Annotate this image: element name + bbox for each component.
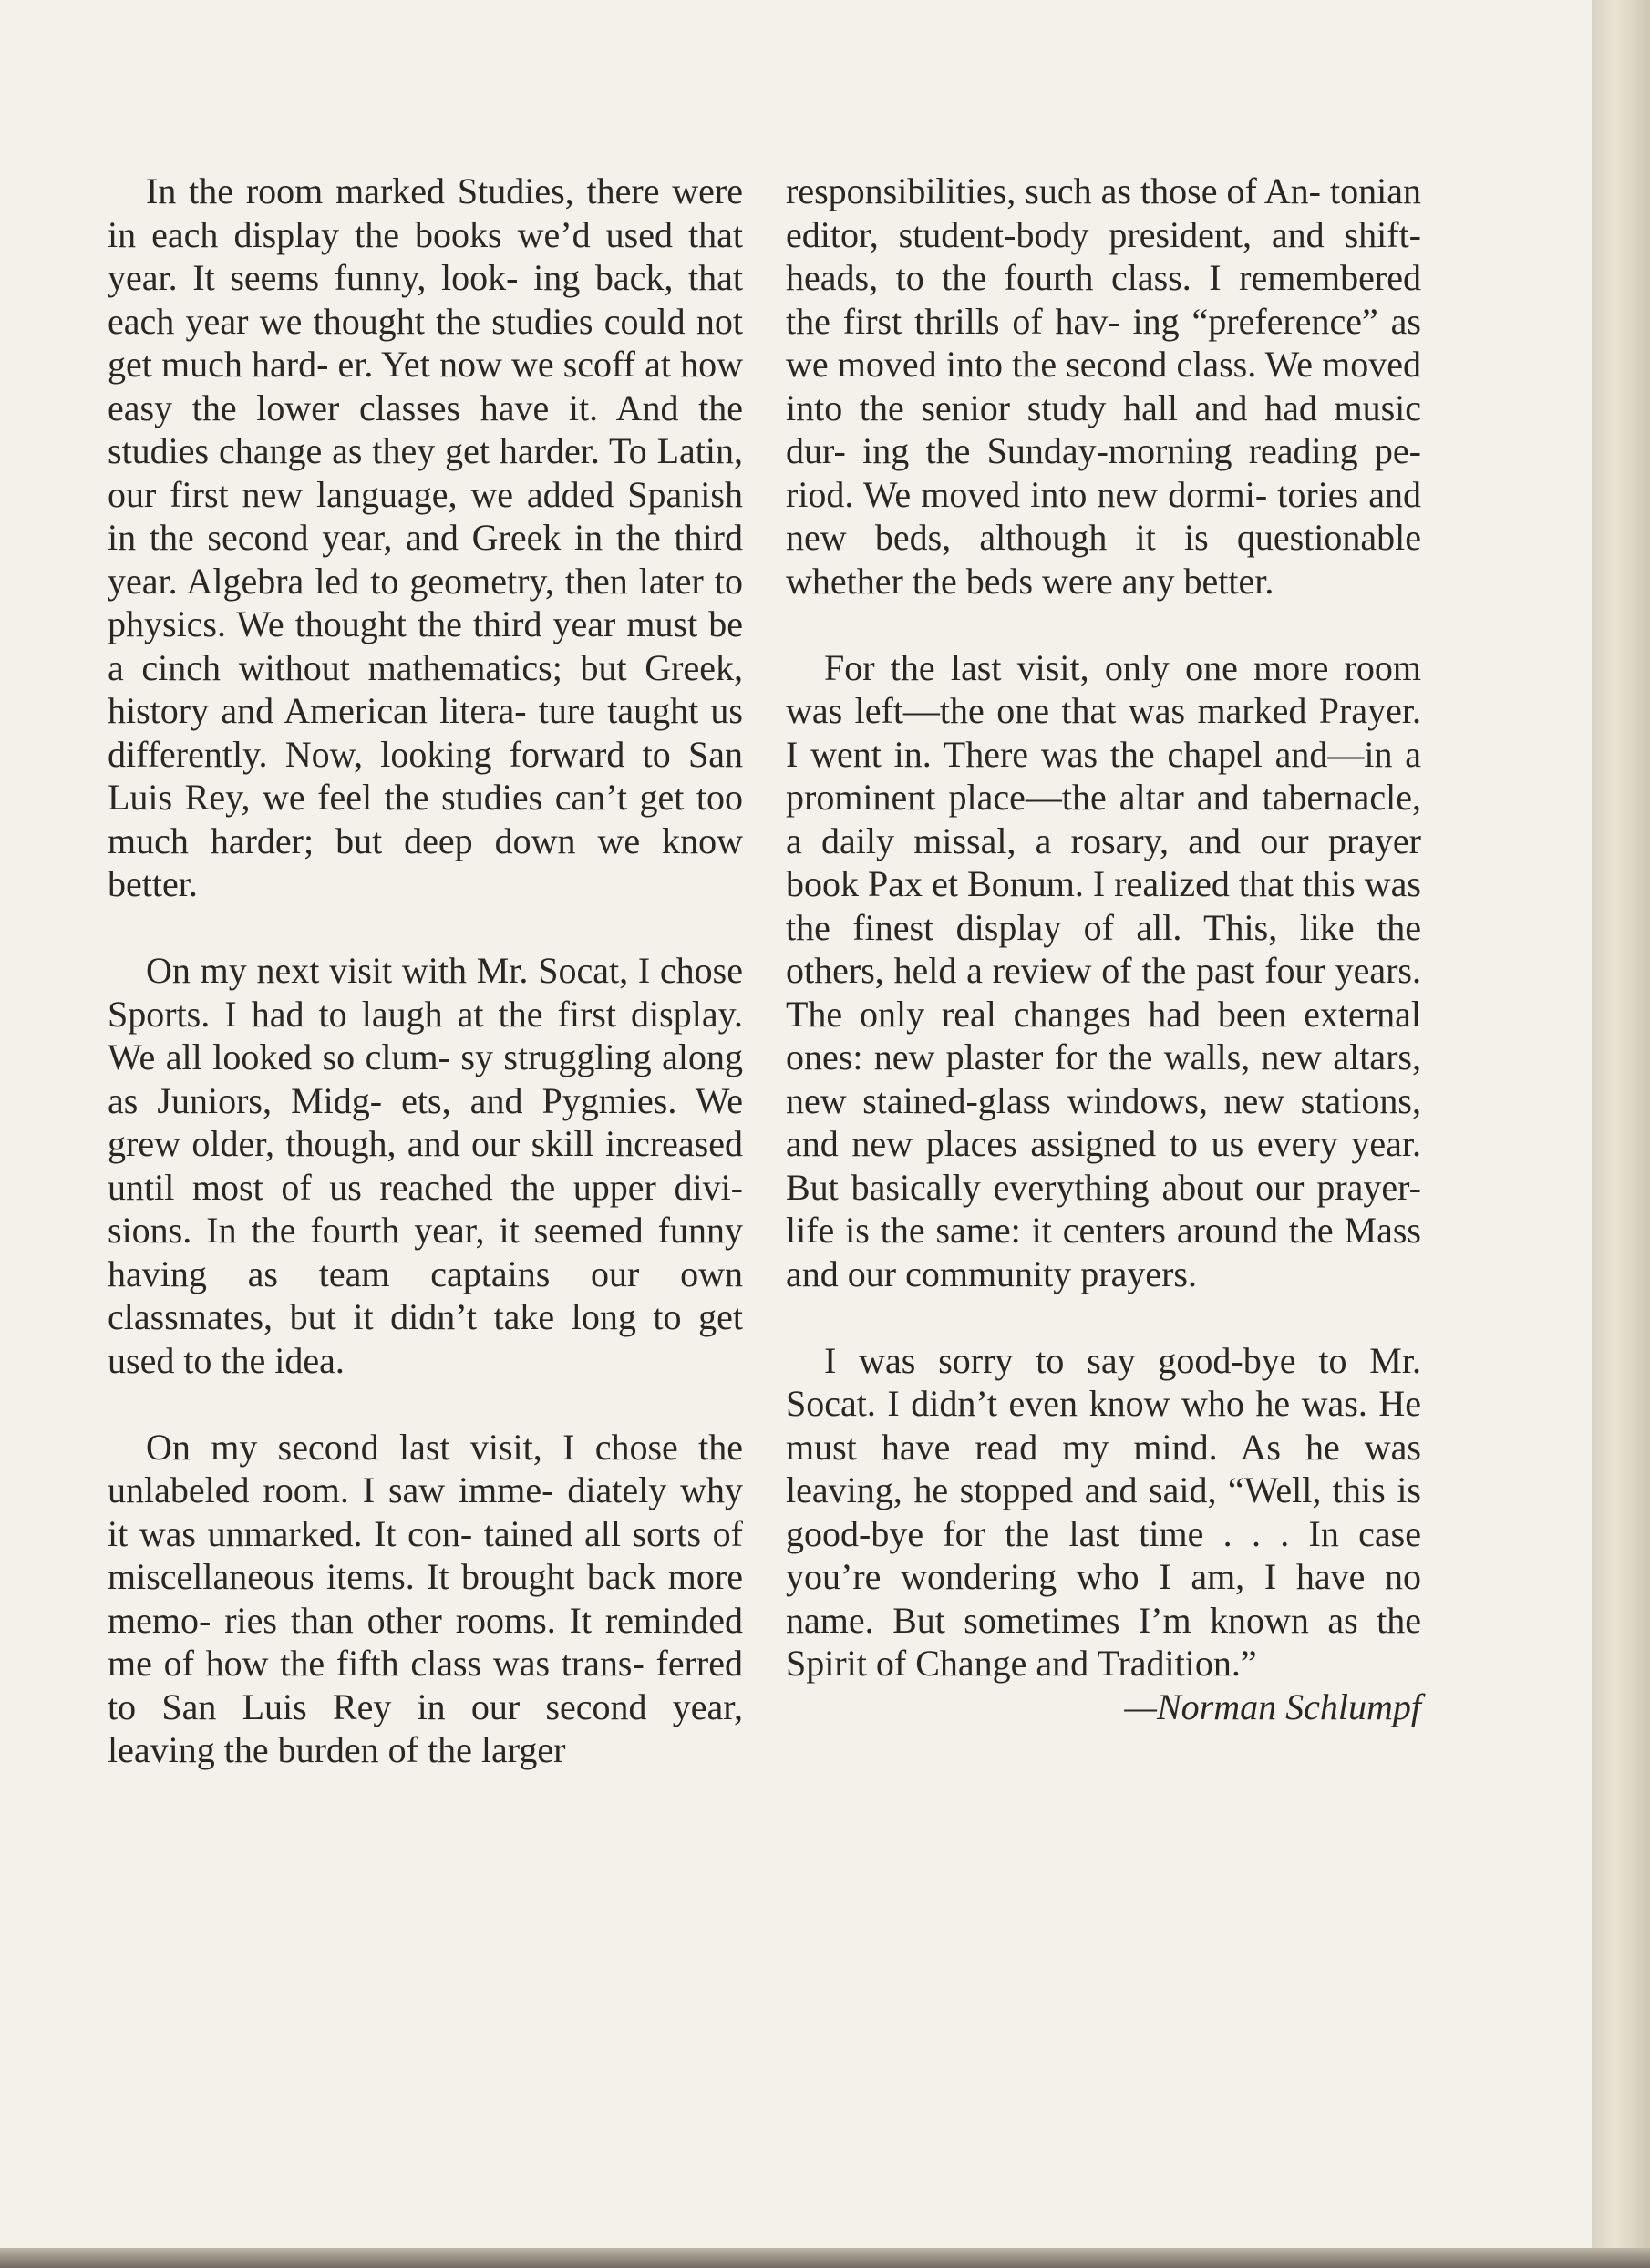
page-bottom-edge xyxy=(0,2248,1650,2268)
right-column xyxy=(786,170,1421,1729)
paragraph-responsibilities: responsibilities, such as those of An- tonian editor, student-body president, and shift-heads, to the fourth class. I remembered the first thrills of hav- ing “preference” as we moved into the second class. We moved into the senior study hall and had music dur- ing the Sunday-morning reading pe- riod. We moved into new dormi- tories and new beds, although it is questionable whether the beds were any better. xyxy=(786,170,1421,602)
paragraph-goodbye: I was sorry to say good-bye to Mr. Socat. I didn’t even know who he was. He must have read my mind. As he was leaving, he stopped and said, “Well, this is good-bye for the last time . . . In case you’re wondering who I am, I have no name. But sometimes I’m known as the Spirit of Change and Tradition.” xyxy=(786,1339,1421,1684)
page-edge xyxy=(1592,0,1650,2268)
paragraph-prayer: For the last visit, only one more room was left—the one that was marked Prayer. I went in. There was the chapel and—in a prominent place—the altar and tabernacle, a daily missal, a rosary, and our prayer book Pax et Bonum. I realized that this was the finest display of all. This, like the others, held a review of the past four years. The only real changes had been external ones: new plaster for the walls, new altars, new stained-glass windows, new stations, and new places assigned to us every year. But basically everything about our prayer-life is the same: it centers around the Mass and our community prayers. xyxy=(786,646,1421,1294)
author-signature: —Norman Schlumpf xyxy=(1124,1686,1421,1727)
left-column xyxy=(108,170,743,1815)
paragraph-unlabeled-room: On my second last visit, I chose the unlabeled room. I saw imme- diately why it was unmarked. It con- tained all sorts of miscellaneous items. It brought back more memo- ries than other rooms. It reminded me of how the fifth class was trans- ferred to San Luis Rey in our second year, leaving the burden of the larger xyxy=(108,1426,743,1770)
paragraph-sports: On my next visit with Mr. Socat, I chose Sports. I had to laugh at the first display. We all looked so clum- sy struggling along as Juniors, Midg- ets, and Pygmies. We grew older, though, and our skill increased until most of us reached the upper divi- sions. In the fourth year, it seemed funny having as team captains our own classmates, but it didn’t take long to get used to the idea. xyxy=(108,950,743,1381)
paragraph-studies: In the room marked Studies, there were in each display the books we’d used that year. It seems funny, look- ing back, that each year we thought the studies could not get much hard- er. Yet now we scoff at how easy the lower classes have it. And the studies change as they get harder. To Latin, our first new language, we added Spanish in the second year, and Greek in the third year. Algebra led to geometry, then later to physics. We thought the third year must be a cinch without mathematics; but Greek, history and American litera- ture taught us differently. Now, looking forward to San Luis Rey, we feel the studies can’t get too much harder; but deep down we know better. xyxy=(108,170,743,904)
